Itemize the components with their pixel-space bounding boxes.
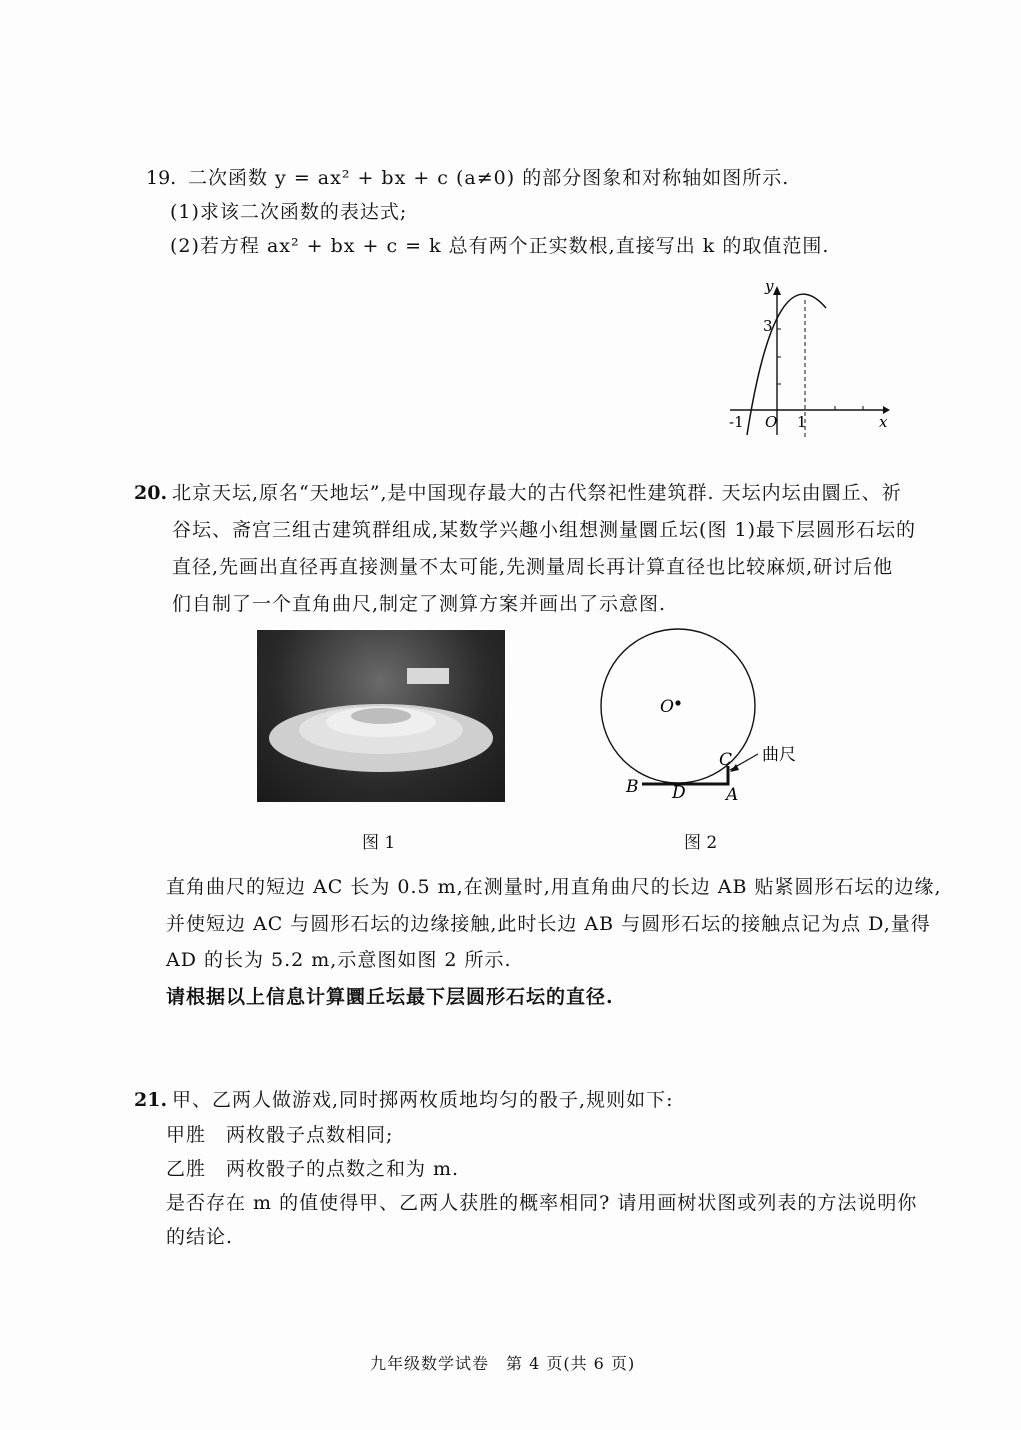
q21-line-4: 是否存在 m 的值使得甲、乙两人获胜的概率相同? 请用画树状图或列表的方法说明你 bbox=[166, 1192, 918, 1214]
origin-label: O bbox=[765, 413, 778, 431]
q20-line-4: 们自制了一个直角曲尺,制定了测算方案并画出了示意图. bbox=[172, 593, 667, 615]
q20-number: 20. bbox=[134, 482, 168, 504]
label-ruler: 曲尺 bbox=[762, 745, 796, 765]
tick-neg1: -1 bbox=[729, 413, 744, 431]
fig2-caption: 图 2 bbox=[684, 833, 718, 853]
label-B: B bbox=[626, 777, 639, 797]
q21-line-1: 甲、乙两人做游戏,同时掷两枚质地均匀的骰子,规则如下: bbox=[172, 1089, 674, 1111]
q20-desc-1: 直角曲尺的短边 AC 长为 0.5 m,在测量时,用直角曲尺的长边 AB 贴紧圆形石坛的边缘, bbox=[166, 876, 942, 898]
tick-3: 3 bbox=[763, 317, 773, 335]
page-footer: 九年级数学试卷 第 4 页(共 6 页) bbox=[370, 1354, 636, 1373]
q21-number: 21. bbox=[134, 1089, 168, 1111]
q20-line-1: 北京天坛,原名“天地坛”,是中国现存最大的古代祭祀性建筑群. 天坛内坛由圜丘、祈 bbox=[172, 482, 902, 504]
q19-stem: 二次函数 y = ax² + bx + c (a≠0) 的部分图象和对称轴如图所示. bbox=[188, 167, 790, 189]
q20-task: 请根据以上信息计算圜丘坛最下层圆形石坛的直径. bbox=[166, 986, 614, 1008]
q19-part2: (2)若方程 ax² + bx + c = k 总有两个正实数根,直接写出 k 的取值范围. bbox=[170, 235, 830, 257]
q19-parabola-graph bbox=[725, 275, 895, 440]
q20-line-2: 谷坛、斋宫三组古建筑群组成,某数学兴趣小组想测量圜丘坛(图 1)最下层圆形石坛的 bbox=[172, 519, 916, 541]
q21-line-2: 甲胜 两枚骰子点数相同; bbox=[166, 1124, 394, 1146]
q21-line-5: 的结论. bbox=[166, 1226, 234, 1248]
label-O: O bbox=[660, 697, 674, 717]
q19-number: 19. bbox=[146, 167, 177, 189]
y-axis-label: y bbox=[765, 277, 774, 295]
q19-part1: (1)求该二次函数的表达式; bbox=[170, 201, 408, 223]
tick-1: 1 bbox=[797, 413, 807, 431]
x-axis-label: x bbox=[879, 413, 888, 431]
label-C: C bbox=[719, 750, 733, 770]
q20-desc-3: AD 的长为 5.2 m,示意图如图 2 所示. bbox=[166, 949, 512, 971]
tiantan-photo bbox=[257, 630, 505, 802]
q20-circle-diagram bbox=[590, 620, 810, 805]
q20-line-3: 直径,先画出直径再直接测量不太可能,先测量周长再计算直径也比较麻烦,研讨后他 bbox=[172, 556, 894, 578]
label-A: A bbox=[726, 785, 739, 805]
label-D: D bbox=[672, 783, 686, 803]
fig1-caption: 图 1 bbox=[362, 833, 396, 853]
q20-desc-2: 并使短边 AC 与圆形石坛的边缘接触,此时长边 AB 与圆形石坛的接触点记为点 D,量得 bbox=[166, 913, 931, 935]
q21-line-3: 乙胜 两枚骰子的点数之和为 m. bbox=[166, 1158, 460, 1180]
